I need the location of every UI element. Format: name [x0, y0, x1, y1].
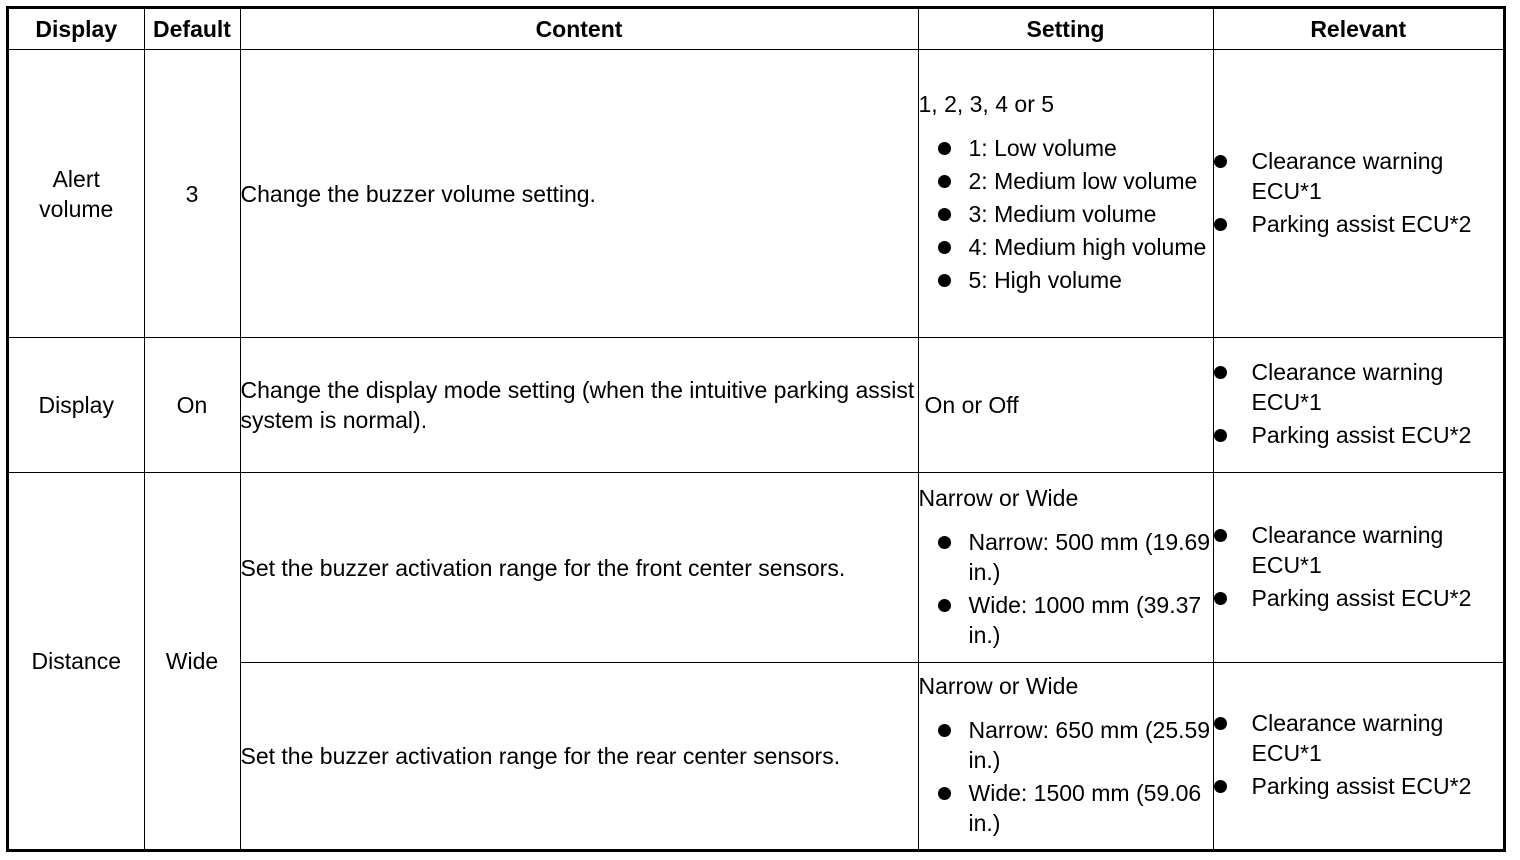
row-relevant-cell	[1213, 50, 1503, 338]
relevant-list	[1214, 520, 1504, 613]
header-setting: Setting	[918, 9, 1213, 50]
bullet-icon	[1214, 717, 1227, 730]
header-display: Display	[9, 9, 144, 50]
bullet-icon	[938, 241, 951, 254]
row-default-cell: 3	[144, 50, 240, 338]
relevant-list	[1214, 146, 1504, 239]
list-item: Clearance warning ECU*1	[1214, 357, 1504, 417]
bullet-icon	[938, 536, 951, 549]
row-default-cell: On	[144, 338, 240, 473]
list-item: 3: Medium volume	[919, 199, 1213, 229]
list-item: 1: Low volume	[919, 133, 1213, 163]
setting-options: Narrow or Wide	[918, 484, 1079, 511]
setting-list	[919, 133, 1213, 295]
relevant-list	[1214, 708, 1504, 801]
bullet-icon	[938, 787, 951, 800]
row-content-cell: Set the buzzer activation range for the rear center sensors.	[240, 663, 918, 850]
setting-options: 1, 2, 3, 4 or 5	[918, 91, 1055, 117]
list-item: Clearance warning ECU*1	[1214, 520, 1504, 580]
header-content: Content	[240, 9, 918, 50]
table-row	[9, 50, 1503, 338]
bullet-icon	[938, 208, 951, 221]
list-item: 4: Medium high volume	[919, 232, 1213, 262]
bullet-icon	[938, 724, 951, 737]
row-relevant-cell	[1213, 663, 1503, 850]
header-default: Default	[144, 9, 240, 50]
row-display-cell: Distance	[9, 473, 144, 850]
setting-list	[919, 715, 1213, 838]
table-row	[9, 473, 1503, 663]
setting-options: Narrow or Wide	[918, 673, 1079, 700]
bullet-icon	[1214, 155, 1227, 168]
bullet-icon	[938, 599, 951, 612]
bullet-icon	[938, 175, 951, 188]
row-default-cell: Wide	[144, 473, 240, 850]
settings-table-frame	[6, 6, 1506, 852]
row-display-cell: Display	[9, 338, 144, 473]
table-row	[9, 338, 1503, 473]
row-setting-cell	[918, 50, 1213, 338]
list-item: Wide: 1500 mm (59.06 in.)	[919, 778, 1213, 838]
relevant-list	[1214, 357, 1504, 450]
row-setting-cell	[918, 473, 1213, 663]
list-item: Parking assist ECU*2	[1214, 771, 1504, 801]
customize-settings-table	[9, 9, 1503, 850]
row-setting-cell	[918, 663, 1213, 850]
list-item: 2: Medium low volume	[919, 166, 1213, 196]
list-item: Wide: 1000 mm (39.37 in.)	[919, 590, 1213, 650]
list-item: Parking assist ECU*2	[1214, 420, 1504, 450]
bullet-icon	[1214, 218, 1227, 231]
list-item: Clearance warning ECU*1	[1214, 708, 1504, 768]
row-setting-cell: On or Off	[918, 338, 1213, 473]
row-relevant-cell	[1213, 473, 1503, 663]
row-content-cell: Set the buzzer activation range for the front center sensors.	[240, 473, 918, 663]
bullet-icon	[1214, 529, 1227, 542]
row-content-cell: Change the buzzer volume setting.	[240, 50, 918, 338]
bullet-icon	[938, 274, 951, 287]
bullet-icon	[1214, 366, 1227, 379]
table-header-row	[9, 9, 1503, 50]
list-item: Parking assist ECU*2	[1214, 583, 1504, 613]
list-item: Narrow: 500 mm (19.69 in.)	[919, 527, 1213, 587]
row-content-cell: Change the display mode setting (when the intuitive parking assist system is normal).	[240, 338, 918, 473]
list-item: 5: High volume	[919, 265, 1213, 295]
display-label: Alert volume	[39, 165, 114, 222]
list-item: Parking assist ECU*2	[1214, 209, 1504, 239]
header-relevant: Relevant	[1213, 9, 1503, 50]
setting-list	[919, 527, 1213, 650]
list-item: Clearance warning ECU*1	[1214, 146, 1504, 206]
bullet-icon	[1214, 780, 1227, 793]
bullet-icon	[938, 142, 951, 155]
row-display-cell	[9, 50, 144, 338]
bullet-icon	[1214, 429, 1227, 442]
row-relevant-cell	[1213, 338, 1503, 473]
list-item: Narrow: 650 mm (25.59 in.)	[919, 715, 1213, 775]
bullet-icon	[1214, 592, 1227, 605]
